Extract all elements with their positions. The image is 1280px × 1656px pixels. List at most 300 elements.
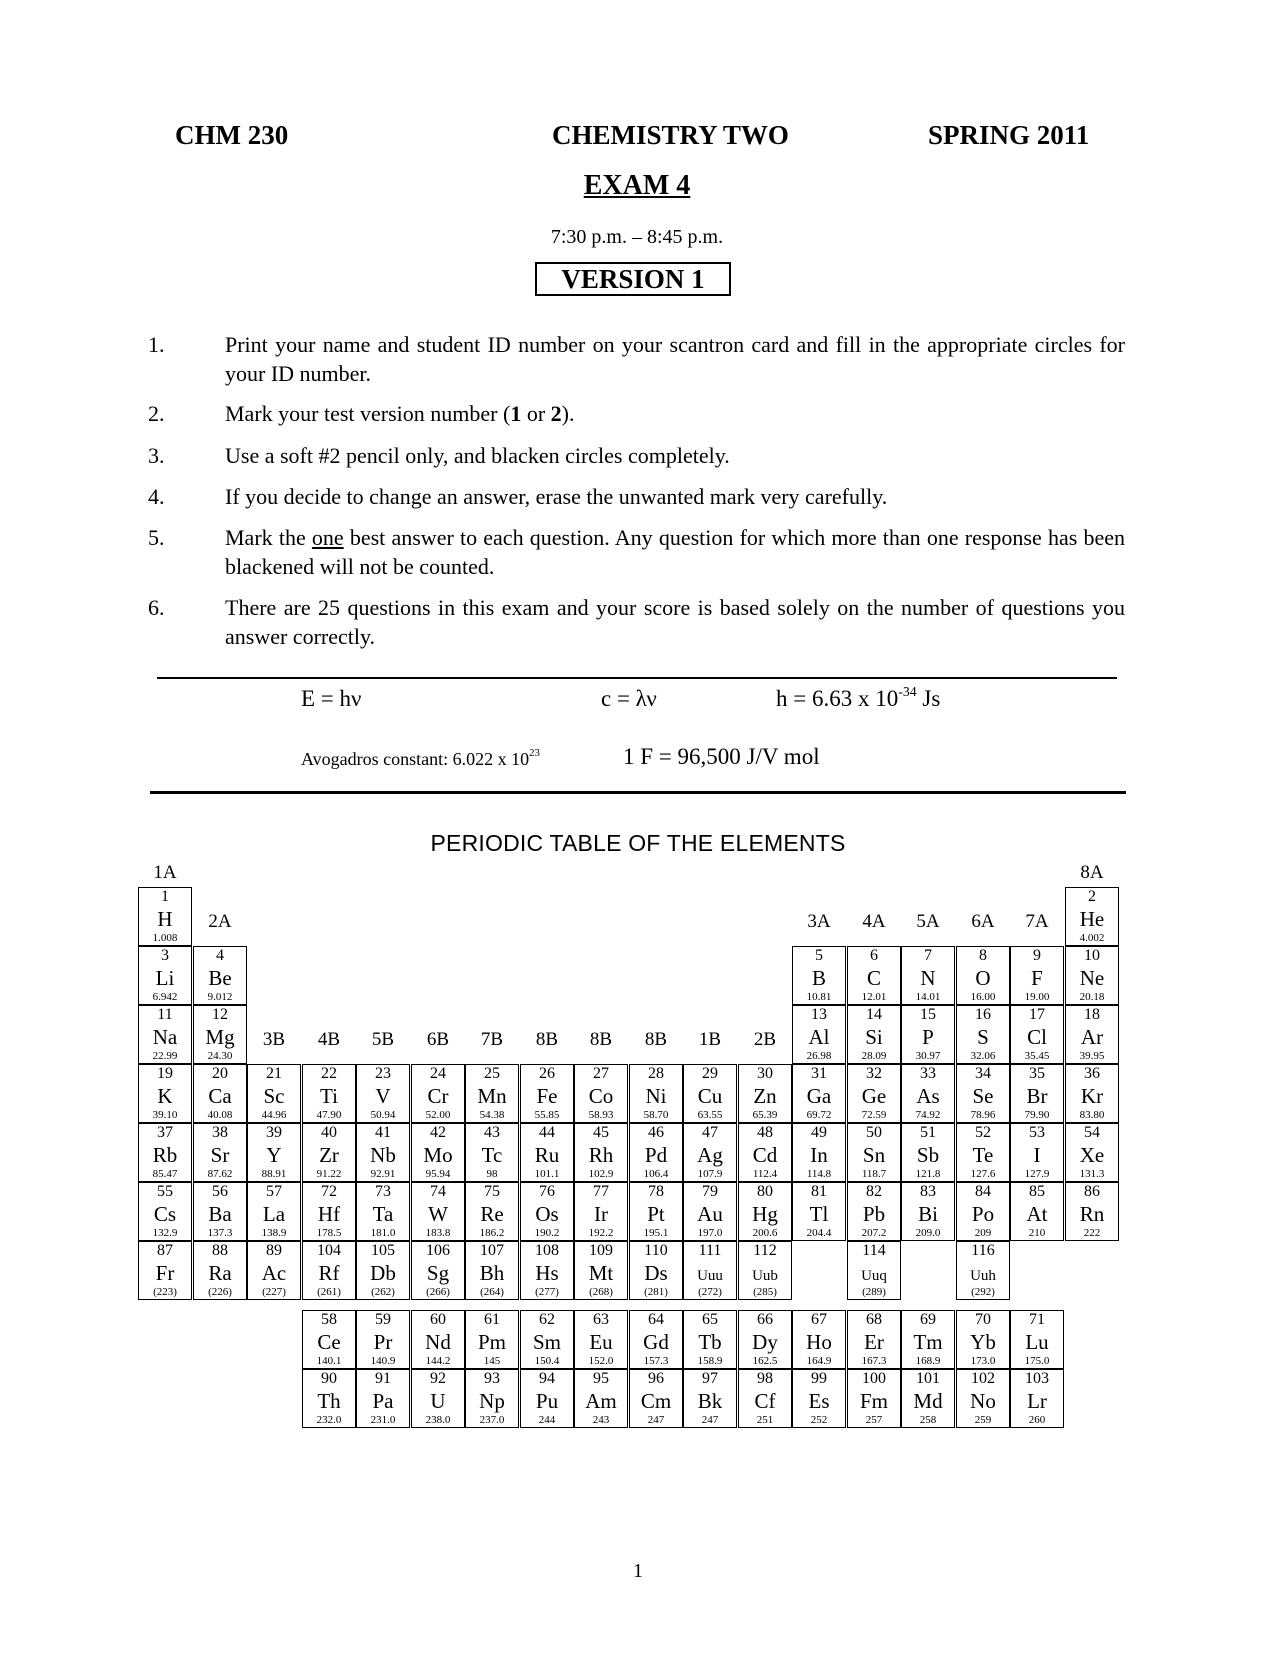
element-cell: [520, 1064, 574, 1123]
version-label: VERSION 1: [535, 262, 731, 296]
element-cell: [356, 1369, 410, 1428]
atomic-mass: 88.91: [261, 1168, 287, 1180]
atomic-number: 7: [924, 947, 932, 964]
atomic-number: 102: [971, 1370, 995, 1387]
atomic-mass: 140.1: [316, 1355, 342, 1367]
atomic-number: 72: [321, 1183, 337, 1200]
instruction-text: Mark your test version number (1 or 2).: [225, 401, 575, 426]
atomic-mass: (292): [971, 1286, 995, 1298]
element-cell: [629, 1182, 683, 1241]
atomic-mass: 9.012: [207, 991, 233, 1003]
element-symbol: Uub: [752, 1268, 778, 1284]
element-symbol: C: [866, 966, 881, 990]
element-cell: [411, 1241, 465, 1300]
atomic-mass: 54.38: [479, 1109, 505, 1121]
atomic-mass: 145: [483, 1355, 501, 1367]
element-cell: [683, 1310, 737, 1369]
atomic-number: 8: [979, 947, 987, 964]
atomic-mass: 30.97: [915, 1050, 941, 1062]
atomic-number: 17: [1029, 1006, 1045, 1023]
element-cell: [792, 1310, 846, 1369]
atomic-mass: (268): [589, 1286, 613, 1298]
instruction-number: 6.: [148, 595, 165, 620]
atomic-number: 33: [920, 1065, 936, 1082]
atomic-mass: 47.90: [316, 1109, 342, 1121]
atomic-number: 109: [589, 1242, 613, 1259]
element-cell: [956, 1182, 1010, 1241]
element-cell: [356, 1182, 410, 1241]
element-cell: [847, 946, 901, 1005]
element-cell: [847, 1241, 901, 1300]
atomic-mass: 114.8: [806, 1168, 832, 1180]
element-symbol: Rn: [1079, 1202, 1105, 1226]
atomic-mass: 58.93: [588, 1109, 614, 1121]
atomic-mass: 168.9: [915, 1355, 941, 1367]
atomic-mass: 197.0: [697, 1227, 723, 1239]
atomic-mass: 207.2: [861, 1227, 887, 1239]
element-symbol: Bk: [697, 1389, 723, 1413]
atomic-number: 22: [321, 1065, 337, 1082]
atomic-mass: (264): [480, 1286, 504, 1298]
element-cell: [1065, 887, 1119, 946]
element-cell: [738, 1182, 792, 1241]
element-symbol: Ir: [594, 1202, 608, 1226]
atomic-mass: 140.9: [370, 1355, 396, 1367]
atomic-number: 12: [212, 1006, 228, 1023]
atomic-number: 26: [539, 1065, 555, 1082]
group-label: 2B: [753, 1029, 777, 1050]
element-cell: [629, 1310, 683, 1369]
element-cell: [956, 1369, 1010, 1428]
atomic-mass: 35.45: [1024, 1050, 1050, 1062]
group-label: 1B: [698, 1029, 722, 1050]
element-cell: [465, 1182, 519, 1241]
element-symbol: Be: [208, 966, 232, 990]
atomic-number: 16: [975, 1006, 991, 1023]
element-symbol: Dy: [752, 1330, 778, 1354]
atomic-number: 42: [430, 1124, 446, 1141]
instruction-number: 2.: [148, 401, 165, 426]
atomic-mass: 50.94: [370, 1109, 396, 1121]
atomic-number: 56: [212, 1183, 228, 1200]
equation-faraday: 1 F = 96,500 J/V mol: [623, 744, 820, 769]
element-symbol: S: [977, 1025, 989, 1049]
element-cell: [193, 1064, 247, 1123]
atomic-mass: 210: [1028, 1227, 1046, 1239]
element-symbol: Pu: [535, 1389, 559, 1413]
atomic-mass: 87.62: [207, 1168, 233, 1180]
element-cell: [574, 1310, 628, 1369]
atomic-number: 3: [161, 947, 169, 964]
element-symbol: Fe: [536, 1084, 558, 1108]
atomic-number: 79: [702, 1183, 718, 1200]
equation-planck: [776, 686, 940, 712]
element-symbol: Cr: [427, 1084, 449, 1108]
atomic-number: 1: [161, 888, 169, 905]
element-symbol: Kr: [1080, 1084, 1104, 1108]
element-cell: [302, 1123, 356, 1182]
atomic-mass: 238.0: [425, 1414, 451, 1426]
instruction-number: 4.: [148, 484, 165, 509]
atomic-mass: 157.3: [643, 1355, 669, 1367]
element-symbol: Uuu: [697, 1268, 723, 1284]
element-cell: [683, 1064, 737, 1123]
element-cell: [465, 1064, 519, 1123]
atomic-number: 21: [266, 1065, 282, 1082]
atomic-number: 18: [1084, 1006, 1100, 1023]
element-symbol: In: [810, 1143, 828, 1167]
element-symbol: Cm: [640, 1389, 672, 1413]
atomic-number: 89: [266, 1242, 282, 1259]
element-cell: [302, 1182, 356, 1241]
atomic-mass: 150.4: [534, 1355, 560, 1367]
element-cell: [792, 1182, 846, 1241]
element-cell: [901, 1064, 955, 1123]
exam-title: EXAM 4: [583, 170, 691, 201]
atomic-number: 60: [430, 1311, 446, 1328]
element-cell: [520, 1123, 574, 1182]
atomic-number: 46: [648, 1124, 664, 1141]
element-symbol: Ta: [372, 1202, 394, 1226]
element-symbol: Ne: [1079, 966, 1105, 990]
atomic-mass: 52.00: [425, 1109, 451, 1121]
atomic-mass: 247: [701, 1414, 719, 1426]
element-symbol: Tb: [698, 1330, 722, 1354]
element-cell: [193, 946, 247, 1005]
instruction-number: 1.: [148, 332, 165, 357]
atomic-number: 61: [484, 1311, 500, 1328]
atomic-mass: 260: [1028, 1414, 1046, 1426]
atomic-number: 63: [593, 1311, 609, 1328]
element-symbol: No: [970, 1389, 996, 1413]
atomic-number: 74: [430, 1183, 446, 1200]
atomic-mass: 95.94: [425, 1168, 451, 1180]
element-cell: [520, 1369, 574, 1428]
atomic-number: 38: [212, 1124, 228, 1141]
element-cell: [792, 1369, 846, 1428]
element-cell: [738, 1123, 792, 1182]
atomic-number: 58: [321, 1311, 337, 1328]
atomic-mass: 127.6: [970, 1168, 996, 1180]
atomic-mass: 28.09: [861, 1050, 887, 1062]
atomic-number: 88: [212, 1242, 228, 1259]
atomic-number: 97: [702, 1370, 718, 1387]
element-symbol: Tl: [809, 1202, 829, 1226]
element-symbol: Xe: [1079, 1143, 1105, 1167]
element-symbol: Al: [808, 1025, 830, 1049]
element-cell: [520, 1241, 574, 1300]
element-cell: [247, 1241, 301, 1300]
atomic-number: 105: [371, 1242, 395, 1259]
element-symbol: Ge: [861, 1084, 887, 1108]
element-symbol: Nd: [425, 1330, 451, 1354]
element-cell: [629, 1064, 683, 1123]
atomic-mass: 4.002: [1079, 932, 1105, 944]
atomic-number: 5: [815, 947, 823, 964]
atomic-number: 47: [702, 1124, 718, 1141]
atomic-mass: 209.0: [915, 1227, 941, 1239]
group-label: 1A: [153, 862, 177, 883]
atomic-mass: 258: [919, 1414, 937, 1426]
atomic-mass: (285): [753, 1286, 777, 1298]
element-cell: [1065, 1064, 1119, 1123]
element-cell: [574, 1241, 628, 1300]
element-cell: [247, 1123, 301, 1182]
group-label: 8B: [535, 1029, 559, 1050]
element-cell: [1010, 1005, 1064, 1064]
atomic-number: 94: [539, 1370, 555, 1387]
atomic-mass: 181.0: [370, 1227, 396, 1239]
element-cell: [683, 1182, 737, 1241]
atomic-number: 101: [916, 1370, 940, 1387]
atomic-mass: (226): [208, 1286, 232, 1298]
atomic-number: 11: [157, 1006, 173, 1023]
element-cell: [356, 1241, 410, 1300]
element-symbol: Gd: [643, 1330, 669, 1354]
element-symbol: Hg: [752, 1202, 778, 1226]
atomic-number: 108: [535, 1242, 559, 1259]
atomic-mass: (277): [535, 1286, 559, 1298]
atomic-mass: 44.96: [261, 1109, 287, 1121]
element-cell: [956, 1241, 1010, 1300]
atomic-mass: 85.47: [152, 1168, 178, 1180]
atomic-number: 32: [866, 1065, 882, 1082]
atomic-number: 37: [157, 1124, 173, 1141]
atomic-mass: (261): [317, 1286, 341, 1298]
element-symbol: Pb: [862, 1202, 886, 1226]
atomic-mass: 107.9: [697, 1168, 723, 1180]
atomic-mass: 102.9: [588, 1168, 614, 1180]
element-cell: [956, 1064, 1010, 1123]
atomic-mass: 101.1: [534, 1168, 560, 1180]
element-symbol: Zr: [319, 1143, 339, 1167]
element-symbol: Os: [535, 1202, 559, 1226]
instruction-text: Print your name and student ID number on your scantron card and fill in the appropriate circles for your ID number.: [225, 332, 1125, 386]
atomic-number: 13: [811, 1006, 827, 1023]
atomic-mass: 16.00: [970, 991, 996, 1003]
atomic-mass: 12.01: [861, 991, 887, 1003]
element-symbol: Mt: [588, 1261, 614, 1285]
element-symbol: Re: [480, 1202, 504, 1226]
atomic-mass: 175.0: [1024, 1355, 1050, 1367]
atomic-number: 64: [648, 1311, 664, 1328]
element-cell: [683, 1241, 737, 1300]
atomic-number: 96: [648, 1370, 664, 1387]
element-symbol: Sc: [263, 1084, 285, 1108]
element-cell: [847, 1123, 901, 1182]
element-cell: [738, 1369, 792, 1428]
atomic-mass: 32.06: [970, 1050, 996, 1062]
atomic-mass: 247: [647, 1414, 665, 1426]
element-cell: [193, 1241, 247, 1300]
atomic-mass: 232.0: [316, 1414, 342, 1426]
atomic-number: 92: [430, 1370, 446, 1387]
element-cell: [847, 1005, 901, 1064]
element-symbol: Hf: [317, 1202, 341, 1226]
element-symbol: Pt: [647, 1202, 665, 1226]
element-cell: [1010, 1310, 1064, 1369]
group-label: 6A: [971, 911, 995, 932]
atomic-number: 110: [644, 1242, 668, 1259]
element-symbol: P: [922, 1025, 934, 1049]
element-symbol: F: [1031, 966, 1043, 990]
group-label: 4B: [317, 1029, 341, 1050]
atomic-number: 71: [1029, 1311, 1045, 1328]
element-cell: [411, 1369, 465, 1428]
element-symbol: Ba: [208, 1202, 232, 1226]
atomic-number: 28: [648, 1065, 664, 1082]
element-cell: [792, 1064, 846, 1123]
element-cell: [302, 1310, 356, 1369]
atomic-mass: 121.8: [915, 1168, 941, 1180]
atomic-mass: 26.98: [806, 1050, 832, 1062]
atomic-mass: 152.0: [588, 1355, 614, 1367]
atomic-number: 98: [757, 1370, 773, 1387]
atomic-mass: 72.59: [861, 1109, 887, 1121]
element-symbol: Co: [588, 1084, 614, 1108]
atomic-number: 43: [484, 1124, 500, 1141]
atomic-mass: (223): [153, 1286, 177, 1298]
element-cell: [1010, 1064, 1064, 1123]
element-cell: [520, 1310, 574, 1369]
atomic-mass: 131.3: [1079, 1168, 1105, 1180]
atomic-mass: 186.2: [479, 1227, 505, 1239]
element-cell: [193, 1182, 247, 1241]
element-cell: [792, 1005, 846, 1064]
element-symbol: Mo: [423, 1143, 453, 1167]
element-cell: [138, 1064, 192, 1123]
atomic-number: 65: [702, 1311, 718, 1328]
element-symbol: Cl: [1027, 1025, 1047, 1049]
element-cell: [411, 1310, 465, 1369]
element-cell: [738, 1064, 792, 1123]
atomic-number: 41: [375, 1124, 391, 1141]
page-number: 1: [633, 1560, 643, 1582]
element-symbol: Au: [697, 1202, 723, 1226]
element-cell: [683, 1369, 737, 1428]
element-symbol: Lr: [1027, 1389, 1047, 1413]
atomic-number: 49: [811, 1124, 827, 1141]
atomic-mass: (281): [644, 1286, 668, 1298]
element-cell: [356, 1310, 410, 1369]
atomic-number: 24: [430, 1065, 446, 1082]
element-symbol: Fr: [155, 1261, 175, 1285]
element-symbol: Pm: [477, 1330, 506, 1354]
atomic-mass: 14.01: [915, 991, 941, 1003]
atomic-mass: 10.81: [806, 991, 832, 1003]
element-cell: [901, 1310, 955, 1369]
atomic-mass: 24.30: [207, 1050, 233, 1062]
group-label: 8A: [1080, 862, 1104, 883]
element-symbol: Tm: [913, 1330, 943, 1354]
planck-base: h = 6.63 x 10: [776, 686, 899, 711]
atomic-number: 73: [375, 1183, 391, 1200]
atomic-number: 57: [266, 1183, 282, 1200]
element-symbol: Th: [317, 1389, 341, 1413]
group-label: 7A: [1025, 911, 1049, 932]
instruction-number: 3.: [148, 443, 165, 468]
element-cell: [356, 1064, 410, 1123]
atomic-mass: 204.4: [806, 1227, 832, 1239]
element-cell: [1010, 946, 1064, 1005]
atomic-number: 50: [866, 1124, 882, 1141]
group-label: 5A: [916, 911, 940, 932]
element-cell: [465, 1310, 519, 1369]
atomic-number: 20: [212, 1065, 228, 1082]
element-symbol: Sn: [862, 1143, 886, 1167]
atomic-mass: 190.2: [534, 1227, 560, 1239]
atomic-mass: 257: [865, 1414, 883, 1426]
element-symbol: Er: [864, 1330, 884, 1354]
atomic-mass: 55.85: [534, 1109, 560, 1121]
element-symbol: Am: [585, 1389, 617, 1413]
atomic-number: 95: [593, 1370, 609, 1387]
exam-time: 7:30 p.m. – 8:45 p.m.: [550, 226, 724, 248]
element-cell: [1065, 946, 1119, 1005]
planck-unit: Js: [916, 686, 941, 711]
element-symbol: Uuq: [861, 1268, 887, 1284]
atomic-number: 70: [975, 1311, 991, 1328]
atomic-number: 67: [811, 1311, 827, 1328]
atomic-number: 81: [811, 1183, 827, 1200]
atomic-number: 30: [757, 1065, 773, 1082]
element-symbol: Tc: [481, 1143, 503, 1167]
element-symbol: B: [811, 966, 826, 990]
element-cell: [574, 1182, 628, 1241]
element-cell: [901, 1005, 955, 1064]
atomic-mass: 20.18: [1079, 991, 1105, 1003]
element-cell: [465, 1241, 519, 1300]
element-cell: [738, 1241, 792, 1300]
element-symbol: N: [920, 966, 936, 990]
element-cell: [683, 1123, 737, 1182]
atomic-mass: 164.9: [806, 1355, 832, 1367]
element-symbol: O: [975, 966, 991, 990]
element-cell: [302, 1064, 356, 1123]
element-cell: [193, 1123, 247, 1182]
element-cell: [302, 1369, 356, 1428]
atomic-number: 87: [157, 1242, 173, 1259]
element-cell: [247, 1064, 301, 1123]
equation-speed: c = λν: [601, 686, 657, 711]
atomic-mass: 209: [974, 1227, 992, 1239]
group-label: 3B: [262, 1029, 286, 1050]
atomic-number: 91: [375, 1370, 391, 1387]
atomic-mass: 138.9: [261, 1227, 287, 1239]
element-cell: [956, 1123, 1010, 1182]
element-symbol: Sr: [210, 1143, 230, 1167]
element-cell: [574, 1369, 628, 1428]
element-symbol: As: [916, 1084, 940, 1108]
atomic-number: 19: [157, 1065, 173, 1082]
atomic-number: 31: [811, 1065, 827, 1082]
atomic-mass: 162.5: [752, 1355, 778, 1367]
element-symbol: Mn: [477, 1084, 507, 1108]
divider-bottom: [150, 791, 1126, 794]
atomic-number: 76: [539, 1183, 555, 1200]
element-cell: [629, 1123, 683, 1182]
element-symbol: Eu: [589, 1330, 613, 1354]
atomic-number: 36: [1084, 1065, 1100, 1082]
atomic-mass: 65.39: [752, 1109, 778, 1121]
atomic-number: 80: [757, 1183, 773, 1200]
atomic-number: 51: [920, 1124, 936, 1141]
element-cell: [1010, 1369, 1064, 1428]
atomic-number: 85: [1029, 1183, 1045, 1200]
element-symbol: Ni: [645, 1084, 667, 1108]
element-symbol: Bh: [479, 1261, 505, 1285]
element-symbol: Pa: [372, 1389, 394, 1413]
